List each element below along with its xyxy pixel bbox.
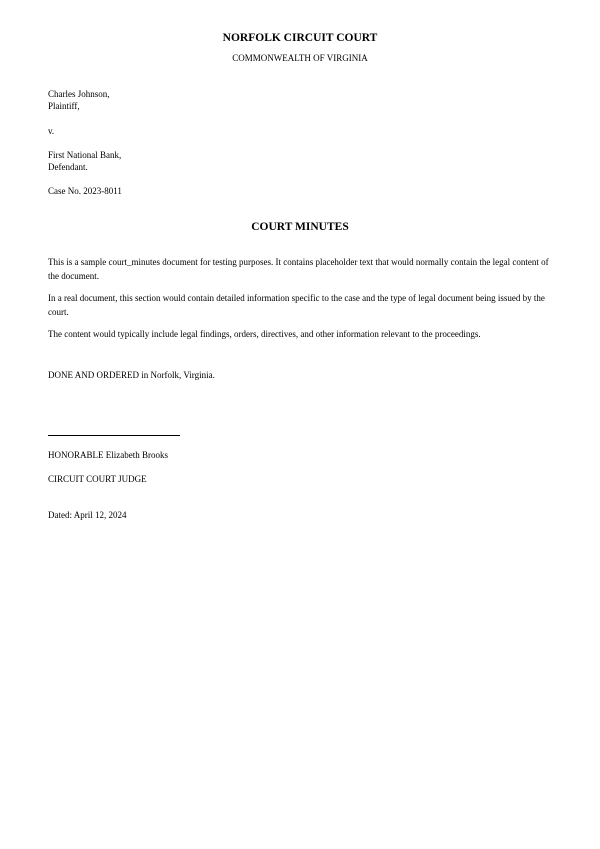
defendant-role: Defendant.	[48, 162, 88, 172]
date-line: Dated: April 12, 2024	[48, 510, 127, 520]
body-paragraph: The content would typically include legal findings, orders, directives, and other information relevant to the proceedings.	[48, 329, 481, 339]
body-paragraph: This is a sample court_minutes document for testing purposes. It contains placeholder text that would normally contain the legal content of the document.	[48, 257, 549, 281]
signature-line	[48, 435, 180, 436]
plaintiff-block	[48, 88, 552, 112]
case-number: Case No. 2023-8011	[48, 186, 122, 196]
case-caption	[48, 88, 552, 173]
plaintiff-role: Plaintiff,	[48, 101, 80, 111]
body-paragraph: In a real document, this section would contain detailed information specific to the case and the type of legal document being issued by the court.	[48, 293, 545, 317]
defendant-name: First National Bank,	[48, 150, 122, 160]
document-body	[48, 255, 552, 341]
document-title: COURT MINUTES	[251, 221, 349, 233]
judge-title: CIRCUIT COURT JUDGE	[48, 474, 147, 484]
court-name-heading: NORFOLK CIRCUIT COURT	[222, 32, 378, 44]
done-and-ordered-statement: DONE AND ORDERED in Norfolk, Virginia.	[48, 370, 215, 380]
judge-name: HONORABLE Elizabeth Brooks	[48, 450, 168, 460]
plaintiff-name: Charles Johnson,	[48, 89, 110, 99]
defendant-block	[48, 149, 552, 173]
versus-label: v.	[48, 126, 55, 136]
jurisdiction-subheading: COMMONWEALTH OF VIRGINIA	[232, 53, 368, 63]
